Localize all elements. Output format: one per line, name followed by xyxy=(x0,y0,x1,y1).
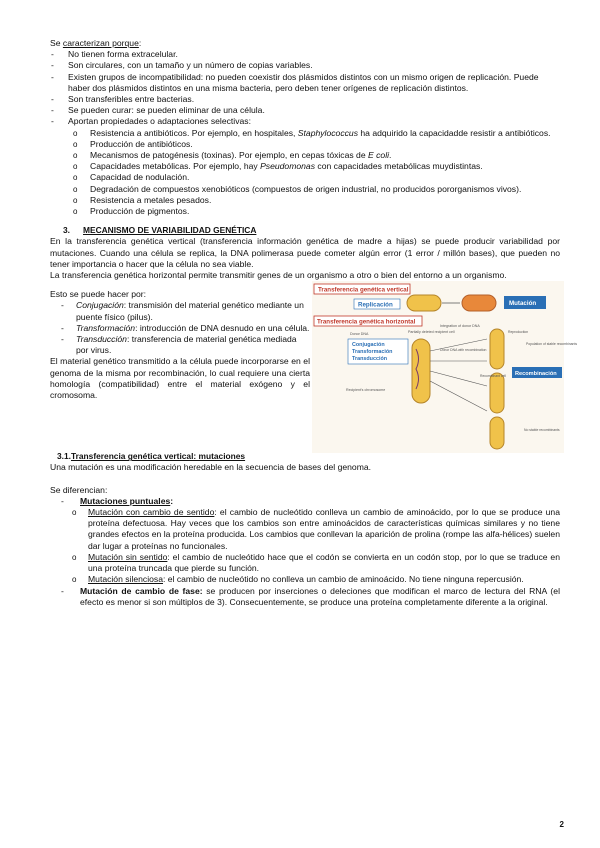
intro-underlined: caracterizan porque xyxy=(62,38,139,48)
characteristics-list xyxy=(50,49,560,127)
recombinant-cell-label: Recombinant cell xyxy=(480,374,507,379)
vertical-label: Transferencia genética vertical xyxy=(318,286,409,294)
partially-deleted-label: Partially deleted recipient cell xyxy=(408,330,455,335)
point-mutation-item: o Mutación sin sentido: el cambio de nucleótido hace que el codón se convierta en un codón stop, por lo que se traduce en una proteína truncada que pierde su función. xyxy=(50,552,560,574)
cell-icon xyxy=(490,417,504,449)
frameshift-item: - Mutación de cambio de fase: se producen por inserciones o deleciones que modifican el marco de lectura del RNA (el efecto es menor si son múltiplos de 3). Consecuentemente, se produce una proteína completamente diferente a la original. xyxy=(60,586,560,608)
frameshift-list xyxy=(60,586,560,608)
cell-icon xyxy=(490,329,504,369)
transduction-label: Transducción xyxy=(352,356,388,363)
mechanisms-list xyxy=(60,300,310,356)
mechanism-item: - Transducción: transferencia de material genética mediada por virus. xyxy=(60,334,310,356)
mutation-definition: Una mutación es una modificación heredable en la secuencia de bases del genoma. xyxy=(50,462,372,473)
characteristic-item: - No tienen forma extracelular. xyxy=(50,49,560,60)
adaptation-item: o Resistencia a metales pesados. xyxy=(50,195,560,206)
point-mutation-item: o Mutación con cambio de sentido: el cambio de nucleótido conlleva un cambio de aminoácido, por lo que se produce una proteína defectuosa. Hay veces que los cambios son entre aminoácidos de características químicas similares y no tiene grandes efectos en la proteína producida. Los cambios que conllevan la aparición de prolina (rompe las alfa-hélices) suelen dar lugar a proteínas no funcionales. xyxy=(50,507,560,552)
reproduction-label: Reproduction xyxy=(508,330,529,335)
adaptation-item: o Mecanismos de patogénesis (toxinas). Por ejemplo, en cepas tóxicas de E coli. xyxy=(50,150,560,161)
adaptation-item: o Resistencia a antibióticos. Por ejemplo, en hospitales, Staphylococcus ha adquirido la capacidadde resistir a antibióticos. xyxy=(50,128,560,139)
page-number: 2 xyxy=(559,819,564,829)
integration-label: Integration of donor DNA xyxy=(440,324,480,329)
horizontal-label: Transferencia genética horizontal xyxy=(317,318,416,326)
donor-dna-recomb-label: Donor DNA with recombination xyxy=(440,348,487,353)
section-3-para3: El material genético transmitido a la célula puede incorporarse en el genoma de la misma por recombinación, lo cual requiere una cierta homología (compatibilidad) entre el material exógeno y el cromosoma. xyxy=(50,356,310,401)
no-stable-label: No stable recombinants xyxy=(524,428,560,433)
characteristic-item: - Existen grupos de incompatibilidad: no pueden coexistir dos plásmidos distintos con un mismo origen de replicación. Puede haber dos plásmidos distintos en una misma bacteria, pero deben tener orígenes de replicación distintos. xyxy=(50,72,560,94)
point-mutations-item: - Mutaciones puntuales: xyxy=(60,496,560,507)
adaptation-item: o Capacidades metabólicas. Por ejemplo, hay Pseudomonas con capacidades metabólicas muydistintas. xyxy=(50,161,560,172)
page-body xyxy=(50,38,578,608)
adaptation-item: o Degradación de compuestos xenobióticos (compuestos de origen industrial, no producidos pororganismos vivos). xyxy=(50,184,560,195)
mechanisms-text xyxy=(50,289,310,401)
cell-icon xyxy=(412,339,430,403)
conjugation-label: Conjugación xyxy=(352,342,385,349)
cell-icon xyxy=(490,373,504,413)
donor-dna-label: Donor DNA xyxy=(350,332,369,337)
mutation-types-list xyxy=(60,496,560,507)
mechanism-item: - Transformación: introducción de DNA desnudo en una célula. xyxy=(60,323,310,334)
section-3-para1: En la transferencia genética vertical (transferencia información genética de madre a hijas) se puede producir variabilidad por mutaciones. Cuando una célula se replica, la DNA polimerasa puede cometer algún error (1 error / millón bases), que pueden no tener importancia o hacer que la célula no sea viable. xyxy=(50,236,560,269)
intro-line xyxy=(50,38,560,49)
intro-suffix: : xyxy=(138,38,142,48)
adaptation-item: o Producción de antibióticos. xyxy=(50,139,560,150)
cell-icon xyxy=(462,295,496,311)
point-mutation-item: o Mutación silenciosa: el cambio de nucleótido no conlleva un cambio de aminoácido. No tiene ninguna repercusión. xyxy=(50,574,560,585)
mechanisms-lead: Esto se puede hacer por: xyxy=(50,289,147,300)
mutation-label: Mutación xyxy=(509,300,537,308)
gene-transfer-figure xyxy=(312,281,578,453)
section-3-para2: La transferencia genética horizontal permite transmitir genes de un organismo a otro o bien del entorno a un organismo. xyxy=(50,270,507,281)
adaptations-list xyxy=(50,128,560,218)
characteristic-item: - Aportan propiedades o adaptaciones selectivas: xyxy=(50,116,560,127)
characteristic-item: - Se pueden curar: se pueden eliminar de una célula. xyxy=(50,105,560,116)
section-3-heading: 3. MECANISMO DE VARIABILIDAD GENÉTICA xyxy=(63,225,257,236)
adaptation-item: o Capacidad de nodulación. xyxy=(50,172,560,183)
mechanisms-block xyxy=(50,286,578,445)
mechanism-item: - Conjugación: transmisión del material genético mediante un puente físico (pilus). xyxy=(60,300,310,322)
characteristic-item: - Son transferibles entre bacterias. xyxy=(50,94,560,105)
gene-transfer-diagram xyxy=(312,281,578,453)
transformation-label: Transformación xyxy=(352,349,393,356)
point-mutations-list xyxy=(50,507,560,585)
adaptation-item: o Producción de pigmentos. xyxy=(50,206,560,217)
intro-prefix: Se xyxy=(50,38,63,48)
characteristic-item: - Son circulares, con un tamaño y un número de copias variables. xyxy=(50,60,560,71)
cell-icon xyxy=(407,295,441,311)
recombination-label: Recombinación xyxy=(515,371,557,378)
replication-label: Replicación xyxy=(358,301,393,309)
recipient-chromosome-label: Recipient's chromosome xyxy=(346,388,386,393)
section-31-heading: 3.1.Transferencia genética vertical: mutaciones xyxy=(57,451,246,462)
population-stable-label: Population of stable recombinants xyxy=(526,342,578,347)
section-31-lead: Se diferencian: xyxy=(50,484,108,495)
